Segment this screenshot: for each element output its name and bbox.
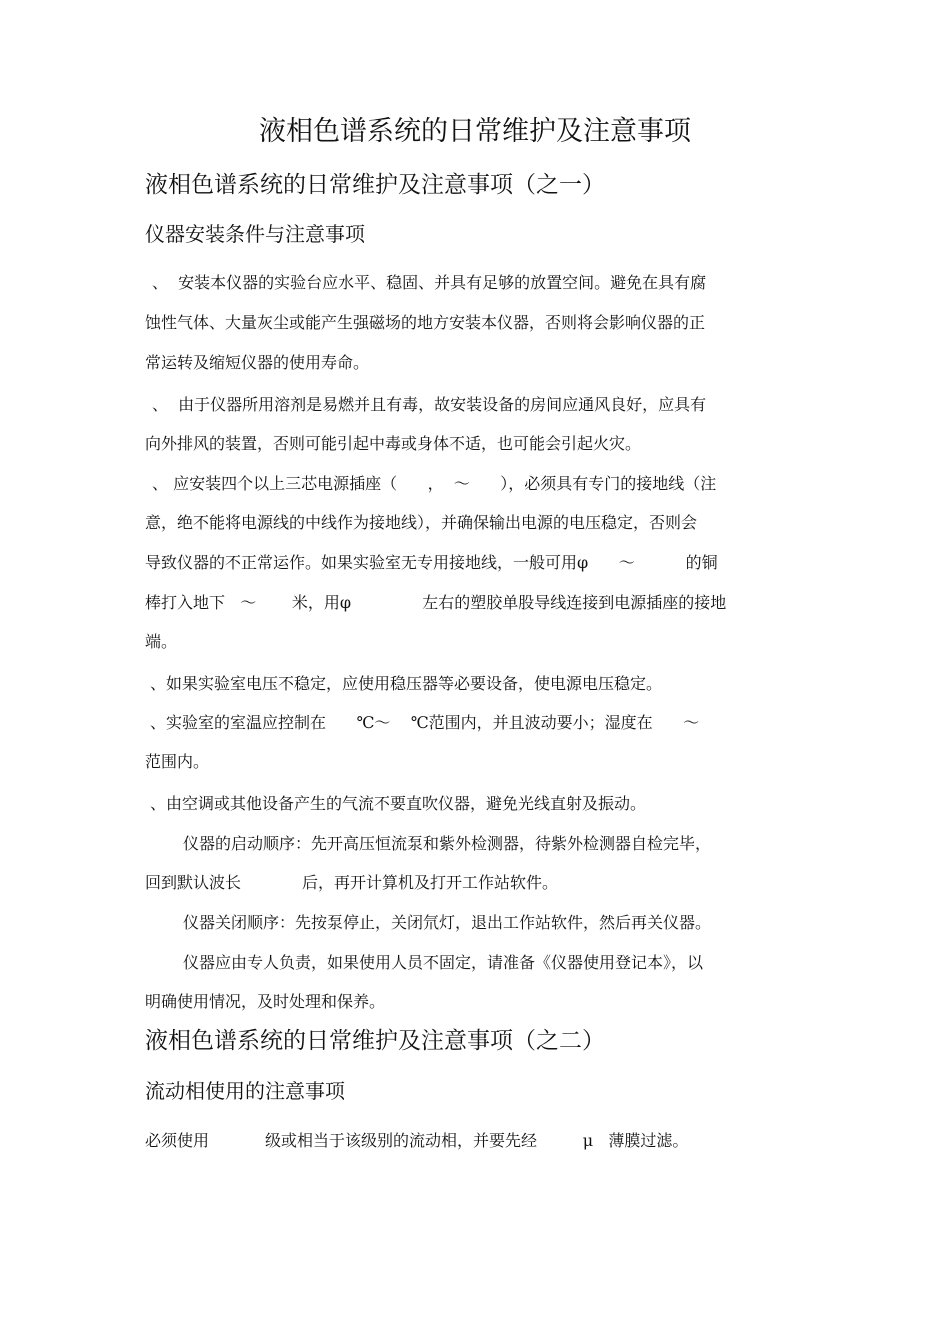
- paragraph-line: 棒打入地下 ～ 米，用φ 左右的塑胶单股导线连接到电源插座的接地: [145, 593, 727, 612]
- paragraph-line: 、由空调或其他设备产生的气流不要直吹仪器，避免光线直射及振动。: [150, 794, 647, 813]
- paragraph-line: 意，绝不能将电源线的中线作为接地线），并确保输出电源的电压稳定，否则会: [145, 513, 698, 532]
- section-2-subheading: 流动相使用的注意事项: [145, 1079, 345, 1103]
- paragraph-line: 、 安装本仪器的实验台应水平、稳固、并具有足够的放置空间。避免在具有腐: [152, 273, 707, 292]
- document-title: 液相色谱系统的日常维护及注意事项: [259, 116, 691, 147]
- section-1-subheading: 仪器安装条件与注意事项: [145, 222, 365, 246]
- paragraph-line: 、 由于仪器所用溶剂是易燃并且有毒，故安装设备的房间应通风良好，应具有: [152, 395, 707, 414]
- paragraph-line: 向外排风的装置，否则可能引起中毒或身体不适，也可能会引起火灾。: [145, 434, 642, 453]
- paragraph-line: 回到默认波长 后，再开计算机及打开工作站软件。: [145, 873, 559, 892]
- paragraph-line: 常运转及缩短仪器的使用寿命。: [145, 353, 370, 372]
- paragraph-line: 仪器关闭顺序：先按泵停止，关闭氘灯，退出工作站软件，然后再关仪器。: [183, 913, 712, 932]
- paragraph-line: 蚀性气体、大量灰尘或能产生强磁场的地方安装本仪器，否则将会影响仪器的正: [145, 313, 706, 332]
- paragraph-line: 范围内。: [145, 752, 210, 771]
- paragraph-line: 仪器的启动顺序：先开高压恒流泵和紫外检测器，待紫外检测器自检完毕，: [183, 834, 712, 853]
- section-2-heading: 液相色谱系统的日常维护及注意事项（之二）: [145, 1028, 605, 1054]
- paragraph-line: 、如果实验室电压不稳定，应使用稳压器等必要设备，使电源电压稳定。: [150, 674, 663, 693]
- paragraph-line: 、实验室的室温应控制在 ℃～ ℃范围内，并且波动要小；湿度在 ～: [150, 713, 700, 732]
- paragraph-line: 必须使用 级或相当于该级别的流动相，并要先经 μ 薄膜过滤。: [145, 1131, 689, 1150]
- paragraph-line: 、 应安装四个以上三芯电源插座（ ， ～ ），必须具有专门的接地线（注: [152, 474, 717, 493]
- paragraph-line: 端。: [145, 632, 178, 651]
- paragraph-line: 仪器应由专人负责，如果使用人员不固定，请准备《仪器使用登记本》，以: [183, 953, 704, 972]
- paragraph-line: 明确使用情况，及时处理和保养。: [145, 992, 386, 1011]
- section-1-heading: 液相色谱系统的日常维护及注意事项（之一）: [145, 172, 605, 198]
- paragraph-line: 导致仪器的不正常运作。如果实验室无专用接地线，一般可用φ ～ 的铜: [145, 553, 718, 572]
